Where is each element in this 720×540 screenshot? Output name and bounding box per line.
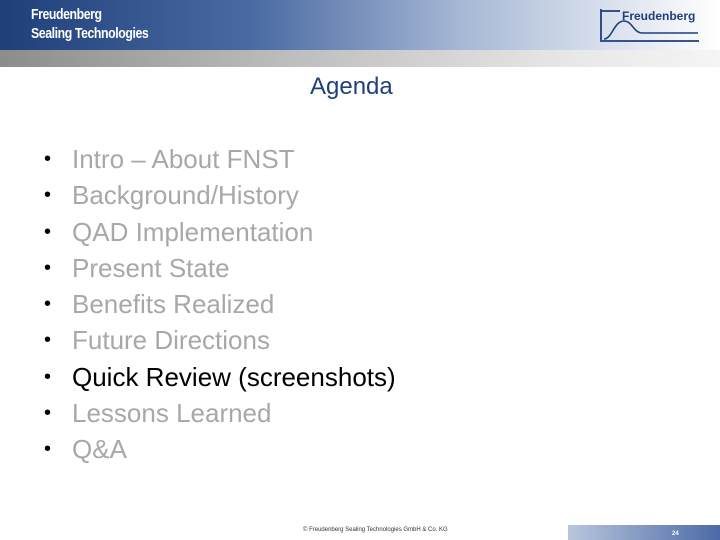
agenda-item-label: Future Directions [72,325,270,356]
page-number-band [568,525,720,540]
agenda-item-label: Intro – About FNST [72,144,295,174]
bullet-icon: • [44,148,52,170]
logo-text: Freudenberg [622,9,696,23]
brand-wordmark [31,5,148,43]
slide-title: Agenda [310,73,393,100]
logo-icon [598,7,702,43]
bullet-icon: • [44,438,52,461]
freudenberg-logo [598,7,702,43]
agenda-item-label: Background/History [72,180,299,211]
header-gray-strip [0,50,720,67]
agenda-item-label: Lessons Learned [72,398,272,429]
agenda-item-label: Quick Review (screenshots) [72,361,396,392]
footer-copyright: © Freudenberg Sealing Technologies GmbH & Co. KG [303,527,448,533]
bullet-icon: • [44,256,52,279]
page-number: 24 [672,531,679,537]
bullet-icon: • [44,184,52,207]
agenda-item-label: Benefits Realized [72,289,275,320]
bullet-icon: • [44,293,52,316]
bullet-icon: • [44,402,52,425]
agenda-item-label: QAD Implementation [72,216,314,247]
bullet-icon: • [44,365,52,388]
agenda-item-label: Present State [72,252,230,283]
brand-line-2: Sealing Technologies [31,25,149,42]
agenda-item-label: Q&A [72,434,127,465]
brand-line-1: Freudenberg [31,6,102,23]
bullet-icon: • [44,220,52,243]
bullet-icon: • [44,329,52,352]
